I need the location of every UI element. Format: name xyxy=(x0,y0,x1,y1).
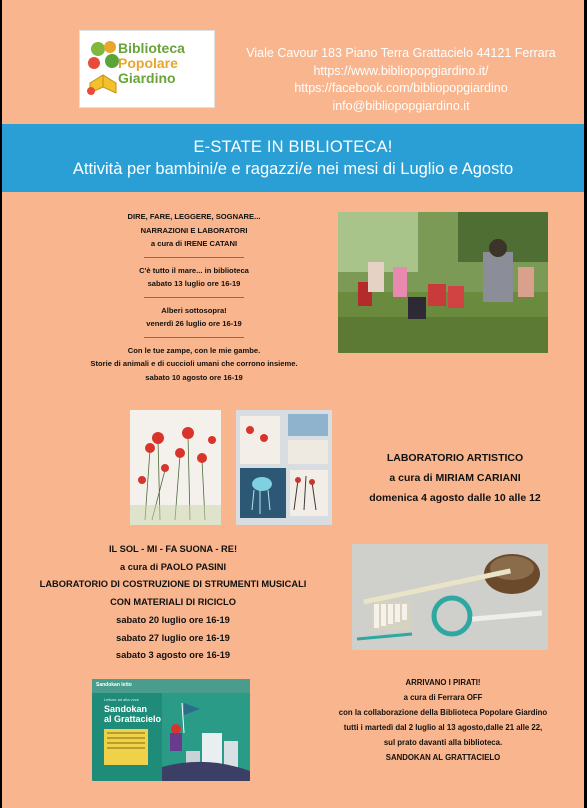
pirati-place: sul prato davanti alla biblioteca. xyxy=(383,738,503,747)
musica-date-1: sabato 20 luglio ore 16-19 xyxy=(116,614,230,625)
pirati-name: SANDOKAN AL GRATTACIELO xyxy=(385,753,501,762)
musica-desc-1: LABORATORIO DI COSTRUZIONE DI STRUMENTI MUSICALI xyxy=(39,579,307,590)
pirati-title: ARRIVANO I PIRATI! xyxy=(405,678,481,687)
musica-date-2: sabato 27 luglio ore 16-19 xyxy=(116,632,230,643)
poster-tag: Sandokan letto xyxy=(96,682,132,688)
poster-title-line-1: Sandokan xyxy=(104,704,148,714)
pirati-collab: con la collaborazione della Biblioteca Popolare Giardino xyxy=(338,708,548,717)
narrazioni-title-1: DIRE, FARE, LEGGERE, SOGNARE... xyxy=(127,212,261,221)
section-narrazioni xyxy=(90,210,298,384)
facebook-link[interactable]: https://facebook.com/bibliopopgiardino xyxy=(294,81,508,95)
narrazioni-curator: a cura di IRENE CATANI xyxy=(150,239,238,248)
website-link[interactable]: https://www.bibliopopgiardino.it/ xyxy=(313,63,489,78)
artistico-title: LABORATORIO ARTISTICO xyxy=(386,452,524,464)
photo-poppies-painting xyxy=(130,410,221,525)
photo-art-supplies xyxy=(236,410,332,525)
banner-subtitle: Attività per bambini/e e ragazzi/e nei mesi di Luglio e Agosto xyxy=(72,160,514,178)
photo-children-garden xyxy=(338,212,548,353)
email-link[interactable]: info@bibliopopgiardino.it xyxy=(332,98,470,113)
narrazioni-title-2: NARRAZIONI E LABORATORI xyxy=(140,225,248,235)
event-1-date: sabato 13 luglio ore 16-19 xyxy=(147,279,241,288)
event-3-title: Con le tue zampe, con le mie gambe. xyxy=(127,345,261,355)
divider xyxy=(144,297,244,298)
musica-title: IL SOL - MI - FA SUONA - RE! xyxy=(108,544,238,554)
musica-date-3: sabato 3 agosto ore 16-19 xyxy=(115,650,231,661)
pirati-curator: a cura di Ferrara OFF xyxy=(403,693,483,702)
poster-title-line-2: al Grattacielo xyxy=(104,714,162,724)
poster-illustration xyxy=(162,693,250,781)
musica-desc-2: CON MATERIALI DI RICICLO xyxy=(110,597,236,608)
pirati-dates: tutti i martedì dal 2 luglio al 13 agosto,dalle 21 alle 22, xyxy=(343,723,543,732)
logo xyxy=(79,30,215,108)
divider xyxy=(144,337,244,338)
event-3-subtitle: Storie di animali e di cuccioli umani che corrono insieme. xyxy=(90,359,298,368)
poster xyxy=(2,0,584,808)
banner-title: E-STATE IN BIBLIOTECA! xyxy=(193,138,393,156)
photo-instruments xyxy=(352,544,548,650)
event-3-date: sabato 10 agosto ore 16-19 xyxy=(145,372,243,382)
image-sandokan-poster xyxy=(92,679,250,781)
logo-line-1: Biblioteca xyxy=(118,40,185,56)
logo-line-2: Popolare xyxy=(118,55,178,71)
artistico-date: domenica 4 agosto dalle 10 alle 12 xyxy=(369,492,541,504)
book-tree-icon xyxy=(86,39,120,97)
divider xyxy=(144,257,244,258)
event-1-title: C'è tutto il mare... in biblioteca xyxy=(139,265,249,275)
event-2-date: venerdì 26 luglio ore 16-19 xyxy=(146,319,242,328)
section-musica xyxy=(12,541,334,665)
section-pirati xyxy=(302,675,584,765)
title-banner xyxy=(2,124,584,192)
poster-header: Letture ad alta voce xyxy=(104,697,140,702)
logo-line-3: Giardino xyxy=(118,70,176,86)
section-artistico xyxy=(342,448,568,508)
poster-info-box xyxy=(104,729,148,765)
address-line: Viale Cavour 183 Piano Terra Grattacielo 44121 Ferrara xyxy=(246,46,556,60)
contact-info xyxy=(226,45,576,115)
musica-curator: a cura di PAOLO PASINI xyxy=(119,561,227,572)
event-2-title: Alberi sottosopra! xyxy=(161,305,227,315)
artistico-curator: a cura di MIRIAM CARIANI xyxy=(389,472,521,484)
